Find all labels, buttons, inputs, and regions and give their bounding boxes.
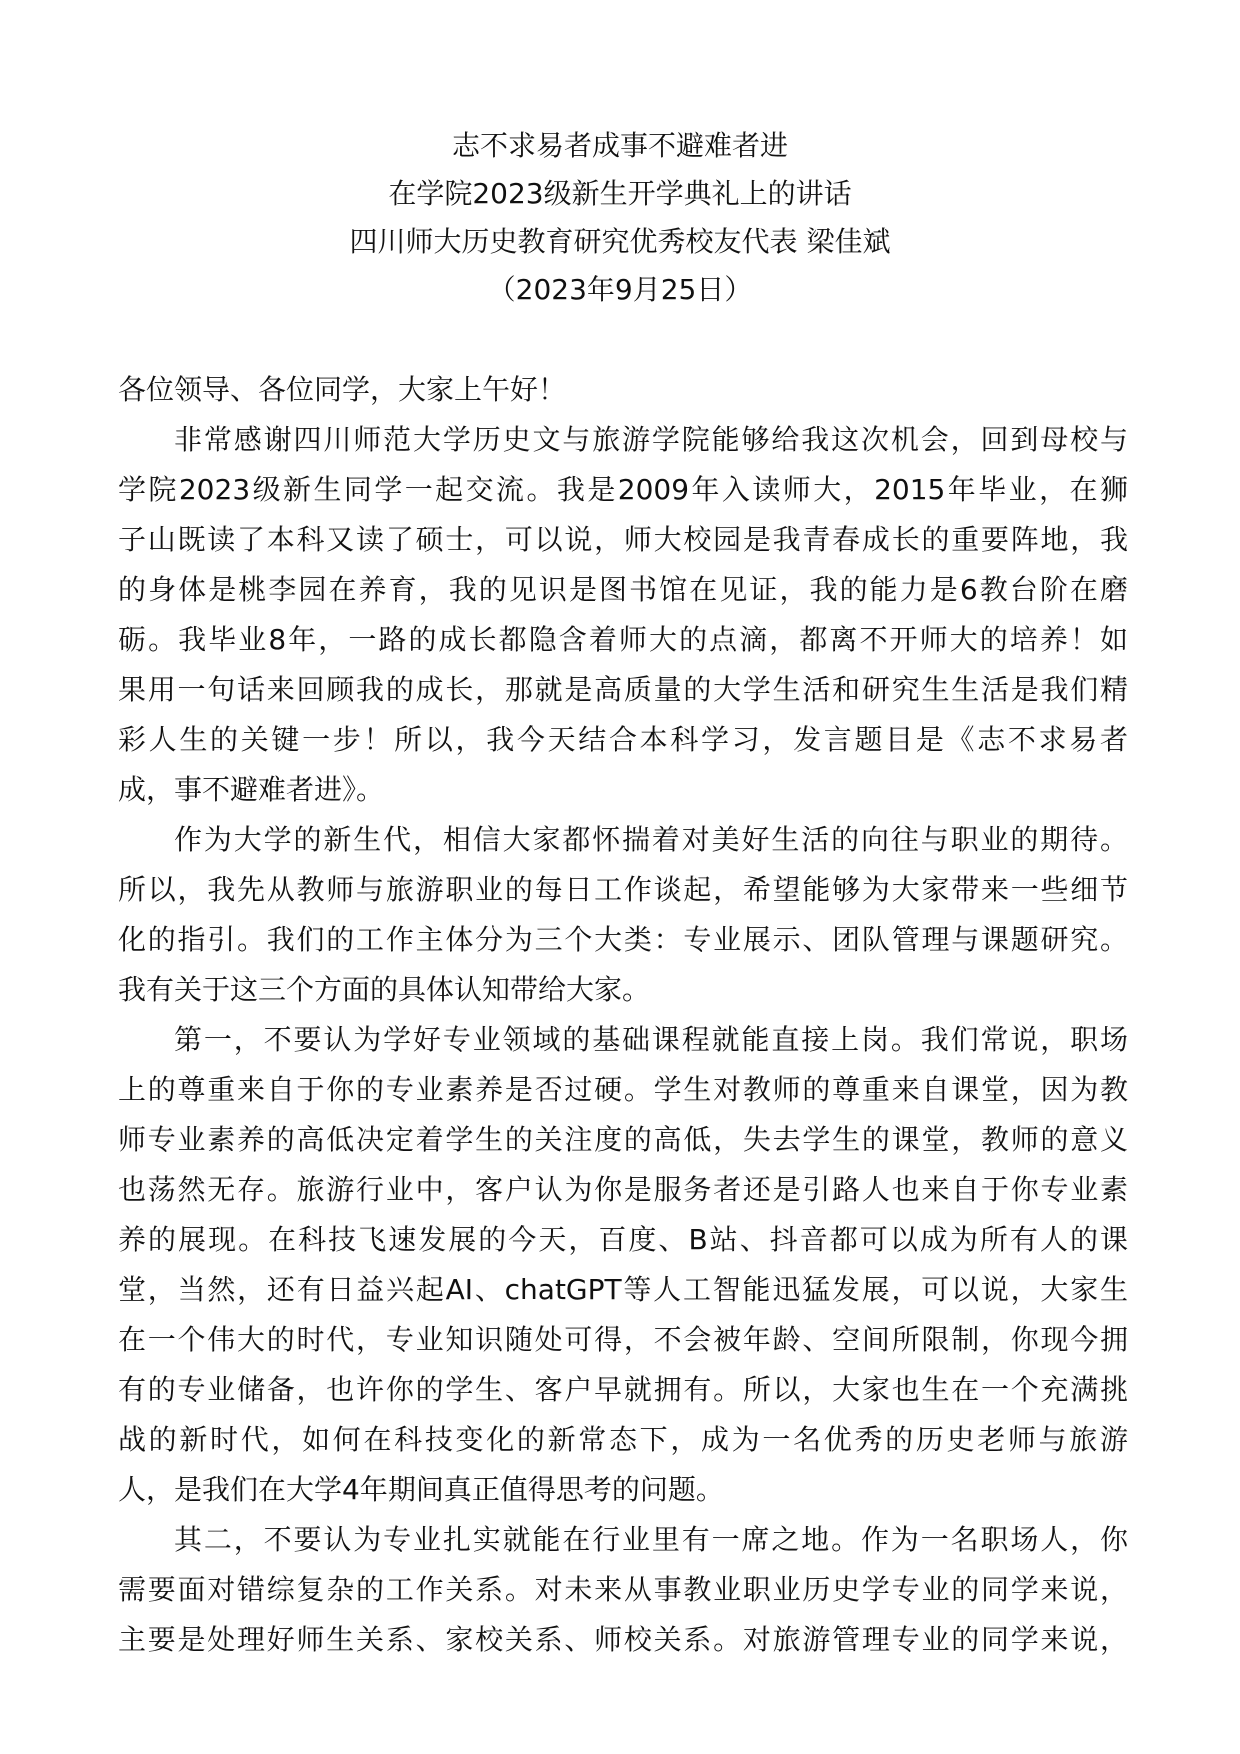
text-line: 作为大学的新生代，相信大家都怀揣着对美好生活的向往与职业的期待。 [174,823,1128,856]
text-line: 主要是处理好师生关系、家校关系、师校关系。对旅游管理专业的同学来说， [118,1623,1128,1656]
paragraph [118,818,1128,1012]
text-line: 第一，不要认为学好专业领域的基础课程就能直接上岗。我们常说，职场 [174,1023,1128,1056]
text-line: 非常感谢四川师范大学历史文与旅游学院能够给我这次机会，回到母校与 [174,423,1128,456]
text-line: 也荡然无存。旅游行业中，客户认为你是服务者还是引路人也来自于你专业素 [118,1173,1128,1206]
text-line: 所以，我先从教师与旅游职业的每日工作谈起，希望能够为大家带来一些细节 [118,873,1128,906]
text-line: 在一个伟大的时代，专业知识随处可得，不会被年龄、空间所限制，你现今拥 [118,1323,1128,1356]
text-line: 战的新时代，如何在科技变化的新常态下，成为一名优秀的历史老师与旅游 [118,1423,1128,1456]
text-line: 成，事不避难者进》。 [118,773,385,806]
paragraph [118,418,1128,812]
speech-date: （2023年9月25日） [487,273,753,306]
text-line: 师专业素养的高低决定着学生的关注度的高低，失去学生的课堂，教师的意义 [118,1123,1128,1156]
paragraph [118,1518,1128,1662]
text-line: 有的专业储备，也许你的学生、客户早就拥有。所以，大家也生在一个充满挑 [118,1373,1128,1406]
paragraph [118,1018,1128,1512]
text-line: 子山既读了本科又读了硕士，可以说，师大校园是我青春成长的重要阵地，我 [118,523,1128,556]
text-line: 上的尊重来自于你的专业素养是否过硬。学生对教师的尊重来自课堂，因为教 [118,1073,1128,1106]
text-line: 的身体是桃李园在养育，我的见识是图书馆在见证，我的能力是6教台阶在磨 [118,573,1128,606]
greeting: 各位领导、各位同学，大家上午好！ [118,373,567,406]
text-line: 果用一句话来回顾我的成长，那就是高质量的大学生活和研究生生活是我们精 [118,673,1128,706]
text-line: 需要面对错综复杂的工作关系。对未来从事教业职业历史学专业的同学来说， [118,1573,1128,1606]
text-line: 化的指引。我们的工作主体分为三个大类：专业展示、团队管理与课题研究。 [118,923,1128,956]
text-line: 彩人生的关键一步！所以，我今天结合本科学习，发言题目是《志不求易者 [118,723,1128,756]
text-line: 砺。我毕业8年，一路的成长都隐含着师大的点滴，都离不开师大的培养！如 [118,623,1128,656]
text-line: 其二，不要认为专业扎实就能在行业里有一席之地。作为一名职场人，你 [174,1523,1128,1556]
speech-header [0,126,1240,318]
speaker-line: 四川师大历史教育研究优秀校友代表 梁佳斌 [349,225,891,258]
text-line: 学院2023级新生同学一起交流。我是2009年入读师大，2015年毕业，在狮 [118,473,1128,506]
text-line: 堂，当然，还有日益兴起AI、chatGPT等人工智能迅猛发展，可以说，大家生 [118,1273,1128,1306]
speech-subtitle: 在学院2023级新生开学典礼上的讲话 [388,177,852,210]
speech-body [118,368,1128,1668]
text-line: 人，是我们在大学4年期间真正值得思考的问题。 [118,1473,724,1506]
speech-title: 志不求易者成事不避难者进 [451,129,788,162]
text-line: 我有关于这三个方面的具体认知带给大家。 [118,973,651,1006]
text-line: 养的展现。在科技飞速发展的今天，百度、B站、抖音都可以成为所有人的课 [118,1223,1128,1256]
